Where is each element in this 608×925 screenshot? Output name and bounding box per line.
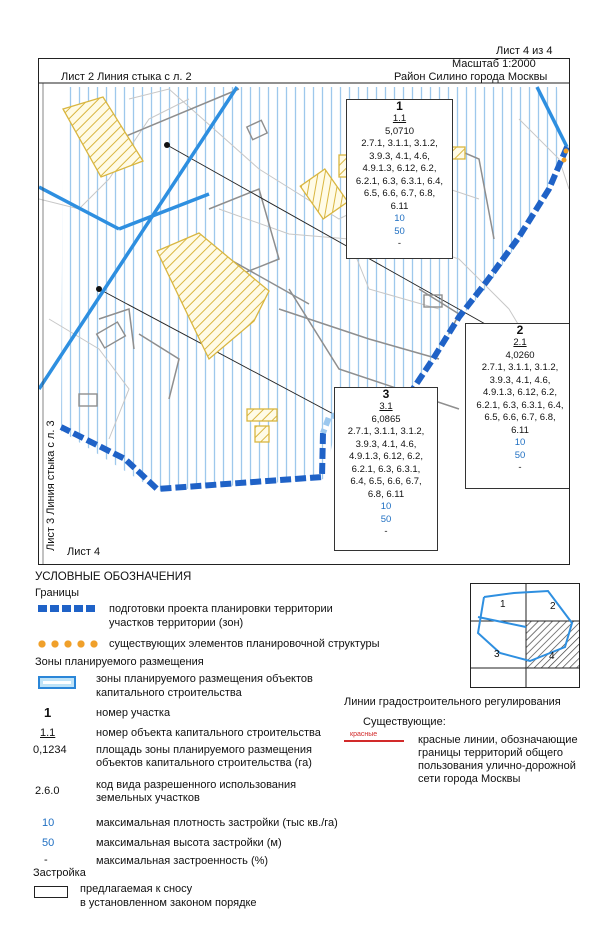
plot-number-sample: 1: [44, 705, 52, 720]
plot-density: 10: [380, 501, 392, 512]
use-codes-5: 6.5, 6.6, 6.7, 6.8,: [484, 412, 556, 423]
use-codes-4: 6.2.1, 6.3, 6.3.1, 6.4,: [355, 175, 444, 187]
height-sample: 50: [42, 837, 55, 849]
plot-label-3: [334, 387, 438, 551]
existing-border-symbol: [38, 640, 98, 648]
use-codes-3: 4.9.1.3, 6.12, 6.2,: [483, 387, 557, 398]
border-project-label-1: подготовки проекта планировки территории: [109, 603, 333, 615]
area-label-1: площадь зоны планируемого размещения: [96, 744, 312, 756]
plot-coverage: -: [518, 462, 522, 473]
density-sample: 10: [42, 817, 55, 829]
demolish-label-2: в установленном законом порядке: [80, 897, 257, 909]
red-line-label-4: сети города Москвы: [418, 773, 521, 785]
plot-number: 1: [396, 99, 403, 113]
project-border-symbol: [38, 605, 95, 612]
use-code-label-1: код вида разрешенного использования: [96, 779, 297, 791]
plot-area: 5,0710: [384, 125, 415, 137]
use-codes-2: 3.9.3, 4.1, 4.6,: [369, 150, 430, 162]
use-codes-3: 4.9.1.3, 6.12, 6.2,: [362, 163, 437, 174]
use-codes-6: 6.11: [390, 200, 409, 212]
use-codes-4: 6.2.1, 6.3, 6.3.1,: [351, 463, 421, 475]
zone-label-2: капитального строительства: [96, 687, 242, 699]
plot-area: 4,0260: [505, 349, 535, 361]
plot-number: 3: [382, 387, 390, 401]
demolish-label-1: предлагаемая к сносу: [80, 883, 193, 895]
sheet-bottom-label: Лист 4: [67, 546, 101, 558]
object-number-label: номер объекта капитального строительства: [96, 727, 321, 739]
use-code-label-2: земельных участков: [96, 792, 200, 804]
object-number: 2.1: [513, 337, 527, 348]
reg-lines-heading: Линии градостроительного регулирования: [344, 696, 561, 708]
map-frame: [38, 58, 570, 565]
key-cell-1: 1: [500, 599, 506, 610]
red-line-sample-text: красные: [350, 731, 378, 738]
area-label-2: объектов капитального строительства (га): [96, 757, 312, 769]
plot-coverage: -: [384, 526, 388, 537]
legend-title: УСЛОВНЫЕ ОБОЗНАЧЕНИЯ: [35, 571, 192, 583]
plot-height: 50: [380, 513, 392, 525]
key-cell-2: 2: [550, 601, 556, 612]
height-label: максимальная высота застройки (м): [96, 837, 282, 849]
scale-label: Масштаб 1:2000: [452, 58, 536, 70]
coverage-sample: -: [44, 854, 48, 866]
borders-heading: Границы: [35, 587, 79, 599]
use-codes-2: 3.9.3, 4.1, 4.6,: [355, 438, 417, 450]
red-line-label-3: пользования улично-дорожной: [418, 760, 576, 772]
use-codes-5: 6.5, 6.6, 6.7, 6.8,: [363, 188, 436, 199]
plot-number-label: номер участка: [96, 707, 171, 719]
plot-area: 6,0865: [371, 413, 401, 425]
use-codes-1: 2.7.1, 3.1.1, 3.1.2,: [361, 138, 438, 149]
zone-label-1: зоны планируемого размещения объектов: [96, 673, 313, 685]
demolish-symbol: [34, 886, 68, 898]
area-sample: 0,1234: [33, 744, 67, 756]
use-codes-4: 6.2.1, 6.3, 6.3.1, 6.4,: [476, 399, 564, 411]
red-line-label-1: красные линии, обозначающие: [418, 734, 578, 746]
red-line-label-2: границы территорий общего: [418, 747, 563, 759]
use-code-sample: 2.6.0: [35, 785, 60, 797]
red-line-symbol: [344, 740, 404, 742]
use-codes-1: 2.7.1, 3.1.1, 3.1.2,: [347, 426, 425, 437]
buildings-heading: Застройка: [33, 867, 86, 879]
coverage-label: максимальная застроенность (%): [96, 855, 269, 867]
object-number-sample: 1.1: [40, 727, 56, 739]
plot-label-1: [346, 99, 453, 259]
density-label: максимальная плотность застройки (тыс кв./га): [96, 817, 338, 829]
sheet-counter: Лист 4 из 4: [496, 45, 553, 57]
district-label: Район Силино города Москвы: [394, 71, 548, 83]
border-project-label-2: участков территории (зон): [109, 617, 244, 629]
use-codes-2: 3.9.3, 4.1, 4.6,: [489, 374, 551, 386]
plot-number: 2: [516, 323, 524, 337]
sheet-key-map: [470, 583, 580, 688]
plot-height: 50: [394, 225, 405, 237]
plot-label-2: [465, 323, 570, 489]
key-cell-4: 4: [549, 651, 555, 662]
plot-height: 50: [514, 449, 526, 461]
joint-top-label: Лист 2 Линия стыка с л. 2: [61, 71, 192, 83]
use-codes-6: 6.11: [511, 424, 529, 436]
plot-density: 10: [394, 213, 405, 224]
joint-left-label: Лист 3 Линия стыка с л. 3: [45, 420, 57, 551]
existing-heading: Существующие:: [363, 716, 446, 728]
use-codes-1: 2.7.1, 3.1.1, 3.1.2,: [481, 362, 559, 373]
zones-heading: Зоны планируемого размещения: [35, 656, 204, 668]
plot-coverage: -: [397, 238, 402, 249]
key-cell-3: 3: [494, 649, 500, 660]
border-existing-label: существующих элементов планировочной структуры: [109, 638, 380, 650]
object-number: 1.1: [392, 113, 407, 124]
use-codes-3: 4.9.1.3, 6.12, 6.2,: [349, 451, 423, 462]
plot-density: 10: [514, 437, 526, 448]
object-number: 3.1: [379, 401, 393, 412]
use-codes-6: 6.8, 6.11: [367, 488, 405, 500]
zone-symbol: [38, 676, 76, 689]
use-codes-5: 6.4, 6.5, 6.6, 6.7,: [350, 476, 422, 487]
